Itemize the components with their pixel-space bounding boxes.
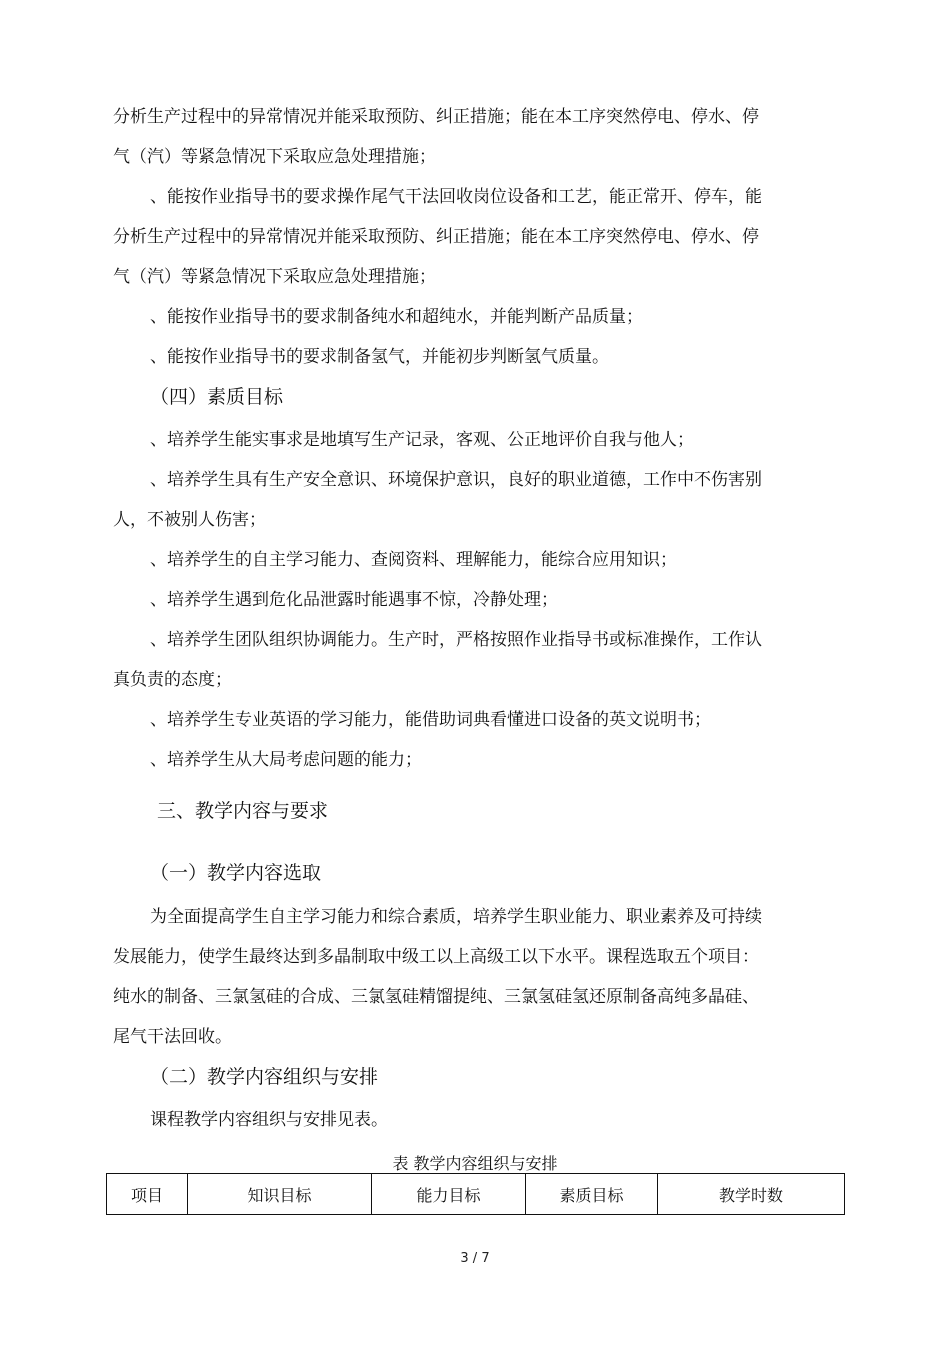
body-line: 气（汽）等紧急情况下采取应急处理措施；: [113, 267, 436, 287]
section-heading: （二）教学内容组织与安排: [150, 1066, 379, 1088]
table-header-cell: 能力目标: [372, 1174, 526, 1215]
table-header-cell: 项目: [107, 1174, 188, 1215]
table-header-cell: 知识目标: [188, 1174, 372, 1215]
body-line: 分析生产过程中的异常情况并能采取预防、纠正措施；能在本工序突然停电、停水、停: [113, 107, 759, 127]
table-caption: 表 教学内容组织与安排: [392, 1154, 558, 1173]
body-line: 课程教学内容组织与安排见表。: [150, 1110, 388, 1130]
body-line: 、能按作业指导书的要求操作尾气干法回收岗位设备和工艺，能正常开、停车，能: [150, 187, 762, 207]
body-line: 纯水的制备、三氯氢硅的合成、三氯氢硅精馏提纯、三氯氢硅氢还原制备高纯多晶硅、: [113, 987, 759, 1007]
body-line: 气（汽）等紧急情况下采取应急处理措施；: [113, 147, 436, 167]
body-line: 、能按作业指导书的要求制备氢气，并能初步判断氢气质量。: [150, 347, 609, 367]
body-line: 为全面提高学生自主学习能力和综合素质，培养学生职业能力、职业素养及可持续: [150, 907, 762, 927]
body-line: 、培养学生专业英语的学习能力，能借助词典看懂进口设备的英文说明书；: [150, 710, 711, 730]
content-table: [106, 1173, 845, 1215]
body-line: 、能按作业指导书的要求制备纯水和超纯水，并能判断产品质量；: [150, 307, 643, 327]
body-line: 、培养学生具有生产安全意识、环境保护意识，良好的职业道德，工作中不伤害别: [150, 470, 762, 490]
body-line: 真负责的态度；: [113, 670, 232, 690]
section-heading: （四）素质目标: [150, 386, 284, 408]
section-heading: （一）教学内容选取: [150, 862, 322, 884]
table-header-cell: 教学时数: [658, 1174, 845, 1215]
body-line: 分析生产过程中的异常情况并能采取预防、纠正措施；能在本工序突然停电、停水、停: [113, 227, 759, 247]
table-header-row: [107, 1174, 845, 1215]
body-line: 、培养学生遇到危化品泄露时能遇事不惊，冷静处理；: [150, 590, 558, 610]
body-line: 发展能力，使学生最终达到多晶制取中级工以上高级工以下水平。课程选取五个项目：: [113, 947, 759, 967]
body-line: 、培养学生团队组织协调能力。生产时，严格按照作业指导书或标准操作，工作认: [150, 630, 762, 650]
body-line: 、培养学生能实事求是地填写生产记录，客观、公正地评价自我与他人；: [150, 430, 694, 450]
body-line: 尾气干法回收。: [113, 1027, 232, 1047]
body-line: 、培养学生从大局考虑问题的能力；: [150, 750, 422, 770]
body-line: 人，不被别人伤害；: [113, 510, 266, 530]
body-line: 、培养学生的自主学习能力、查阅资料、理解能力，能综合应用知识；: [150, 550, 677, 570]
page-number: 3 / 7: [460, 1251, 490, 1266]
table-header-cell: 素质目标: [526, 1174, 658, 1215]
section-heading: 三、教学内容与要求: [157, 800, 329, 822]
